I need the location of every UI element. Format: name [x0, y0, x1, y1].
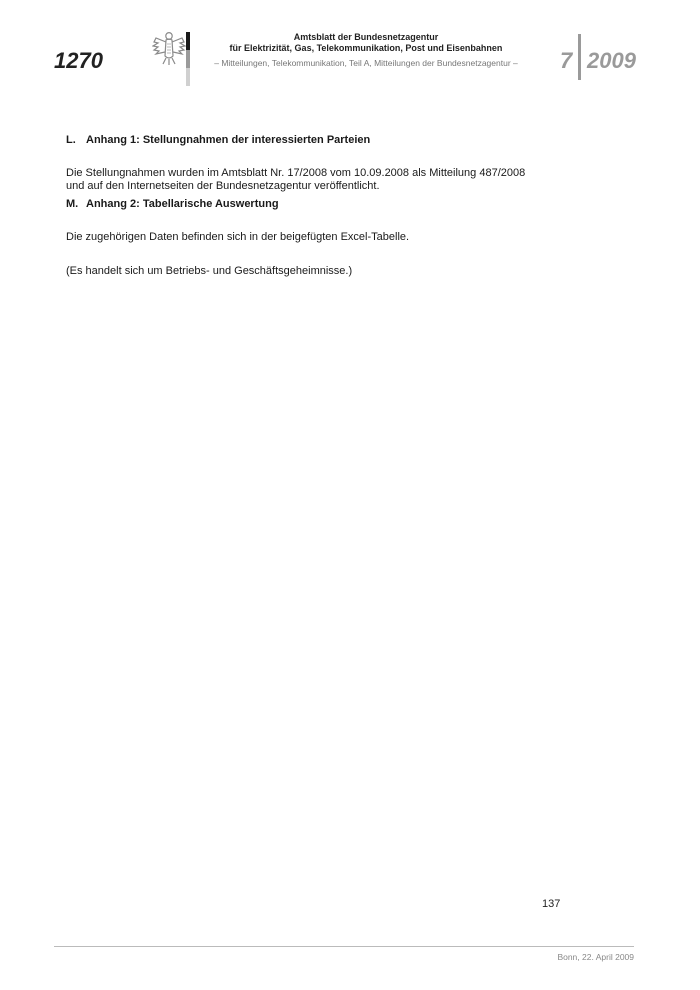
issue-number: 7: [560, 48, 573, 73]
section-number: M.: [66, 198, 79, 210]
section-heading-m: [66, 198, 546, 211]
gazette-subtitle: – Mitteilungen, Telekommunikation, Teil A, Mitteilungen der Bundesnetzagentur –: [214, 58, 518, 68]
flag-stripe-top: [186, 32, 190, 50]
footer-date: Bonn, 22. April 2009: [557, 952, 634, 962]
gazette-title-line2: für Elektrizität, Gas, Telekommunikation, Post und Eisenbahnen: [229, 43, 503, 53]
paragraph: Die zugehörigen Daten befinden sich in der beigefügten Excel-Tabelle.: [66, 231, 410, 243]
section-title: Anhang 1: Stellungnahmen der interessierten Parteien: [86, 134, 371, 146]
footer-page-number: 137: [542, 898, 561, 910]
issue-separator: [578, 34, 581, 80]
federal-eagle-icon: [152, 30, 186, 68]
issue-year: 2009: [587, 48, 636, 73]
footer-divider: [54, 946, 634, 947]
flag-bar: [186, 32, 190, 86]
section-heading-l: [66, 134, 546, 147]
page-number: 1270: [54, 48, 103, 73]
note: (Es handelt sich um Betriebs- und Geschäftsgeheimnisse.): [66, 265, 353, 277]
section-number: L.: [66, 134, 76, 146]
flag-stripe-middle: [186, 50, 190, 68]
paragraph: Die Stellungnahmen wurden im Amtsblatt Nr. 17/2008 vom 10.09.2008 als Mitteilung 487/2008 und auf den Internetseiten der Bundesnetzagentur veröffentlicht.: [66, 167, 526, 192]
flag-stripe-bottom: [186, 68, 190, 86]
section-title: Anhang 2: Tabellarische Auswertung: [86, 198, 279, 210]
gazette-title: Amtsblatt der Bundesnetzagentur: [293, 32, 439, 42]
document-body: [66, 134, 546, 278]
